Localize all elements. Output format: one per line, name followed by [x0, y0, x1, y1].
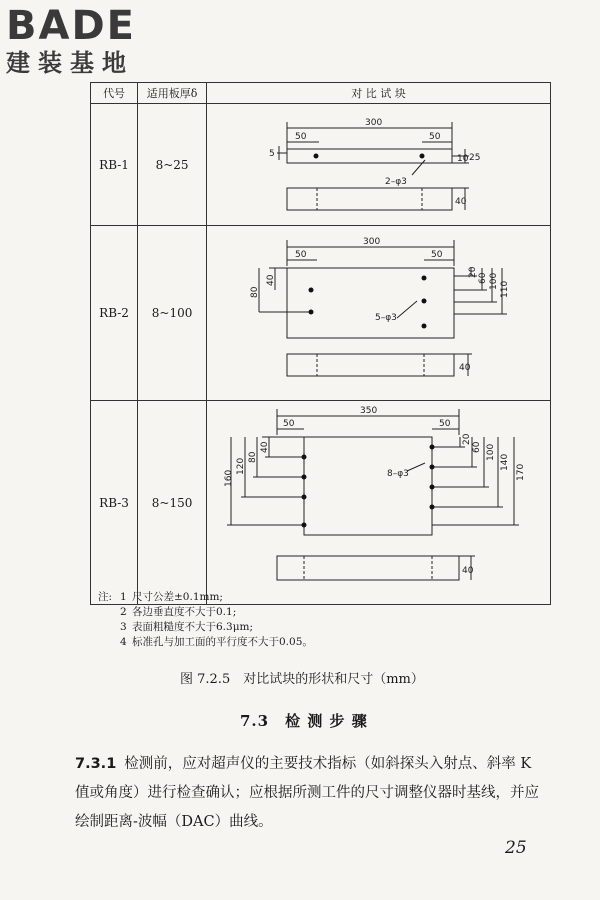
rb1-dim-right: 50	[428, 132, 441, 142]
note-text: 标准孔与加工面的平行度不大于0.05。	[132, 636, 313, 648]
figure-caption: 图 7.2.5 对比试块的形状和尺寸（mm）	[180, 672, 424, 687]
rb3-dim-right: 50	[438, 419, 451, 429]
logo-main-text: BADE	[6, 3, 136, 49]
row-range: 8~100	[138, 226, 207, 401]
note-text: 各边垂直度不大于0.1;	[132, 606, 237, 618]
section-heading: 7.3 检 测 步 骤	[240, 712, 368, 730]
rb1-dim-holes: 2–φ3	[384, 177, 407, 187]
rb3-dim-120: 120	[235, 457, 246, 475]
rb3-dim-170: 170	[515, 463, 526, 481]
rb3-drawing	[207, 401, 550, 600]
rb2-dim-110: 110	[499, 280, 510, 298]
header-code: 代号	[91, 83, 138, 104]
page-number: 25	[505, 838, 527, 858]
note-number: 4	[120, 636, 127, 648]
rb1-dim-length: 300	[364, 118, 383, 128]
row-code: RB-3	[91, 401, 138, 605]
rb3-drawing-cell	[206, 401, 550, 605]
rb3-dim-40: 40	[259, 441, 270, 453]
note-item	[98, 605, 313, 620]
rb3-dim-left: 50	[282, 419, 295, 429]
note-number: 1	[120, 591, 127, 603]
rb2-dim-holes: 5–φ3	[374, 313, 397, 323]
note-number: 2	[120, 606, 127, 618]
note-text: 尺寸公差±0.1mm;	[132, 591, 223, 603]
rb2-drawing	[207, 226, 550, 396]
table-row	[91, 104, 551, 226]
row-code: RB-1	[91, 104, 138, 226]
header-test-block: 对 比 试 块	[206, 83, 550, 104]
rb2-dim-right: 50	[430, 250, 443, 260]
note-item	[98, 620, 313, 635]
row-range: 8~150	[138, 401, 207, 605]
rb3-dim-140: 140	[499, 453, 510, 471]
rb1-dim-left: 50	[294, 132, 307, 142]
rb3-dim-length: 350	[359, 406, 378, 416]
rb2-dim-100: 100	[488, 272, 499, 290]
row-code: RB-2	[91, 226, 138, 401]
clause-paragraph	[75, 750, 547, 837]
table-notes	[98, 590, 313, 650]
test-block-table	[90, 82, 551, 605]
note-item	[98, 590, 313, 605]
rb2-dim-length: 300	[362, 237, 381, 247]
rb1-drawing	[207, 104, 550, 221]
rb3-dim-20: 20	[461, 433, 472, 445]
rb3-dim-160: 160	[223, 469, 234, 487]
rb3-dim-80: 80	[247, 451, 258, 463]
logo-sub-text: 建装基地	[6, 49, 134, 77]
rb2-dim-left: 50	[294, 250, 307, 260]
rb1-dim-height: 25	[468, 153, 481, 163]
header-thickness: 适用板厚δ	[138, 83, 207, 104]
table-header-row	[91, 83, 551, 104]
clause-number: 7.3.1	[75, 756, 117, 772]
notes-label: 注:	[98, 591, 113, 603]
rb3-dim-100: 100	[485, 443, 496, 461]
rb2-dim-20: 20	[467, 266, 478, 278]
rb2-drawing-cell	[206, 226, 550, 401]
rb3-dim-60: 60	[471, 441, 482, 453]
rb2-dim-60: 60	[477, 272, 488, 284]
rb1-dim-side-height: 40	[454, 197, 467, 207]
rb1-dim-hole-side: 10	[456, 154, 469, 164]
rb3-dim-side-height: 40	[461, 566, 474, 576]
rb3-dim-holes: 8–φ3	[386, 469, 409, 479]
note-text: 表面粗糙度不大于6.3μm;	[132, 621, 254, 633]
note-item	[98, 635, 313, 650]
clause-text: 检测前，应对超声仪的主要技术指标（如斜探头入射点、斜率 K 值或角度）进行检查确认；应根据所测工件的尺寸调整仪器时基线，并应绘制距离-波幅（DAC）曲线。	[75, 756, 539, 830]
rb2-dim-80: 80	[249, 286, 260, 298]
rb1-dim-hole-top: 5	[268, 149, 275, 159]
rb2-dim-side-height: 40	[458, 363, 471, 373]
rb1-drawing-cell	[206, 104, 550, 226]
rb2-dim-40: 40	[265, 274, 276, 286]
row-range: 8~25	[138, 104, 207, 226]
table-row	[91, 401, 551, 605]
note-number: 3	[120, 621, 127, 633]
table-row	[91, 226, 551, 401]
bade-logo	[6, 4, 181, 78]
